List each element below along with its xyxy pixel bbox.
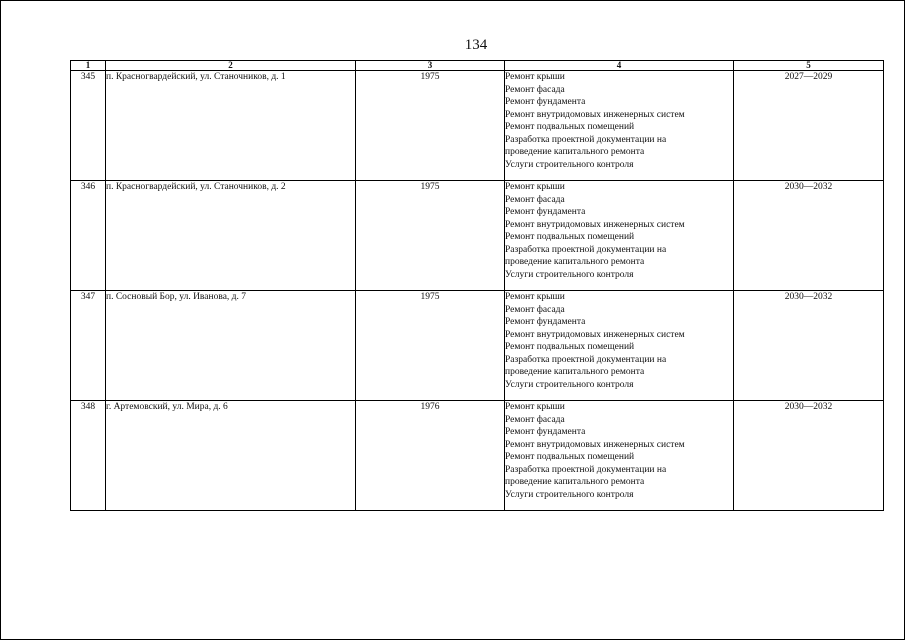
work-item: Ремонт подвальных помещений: [505, 232, 635, 242]
construction-year: 1976: [356, 401, 505, 511]
work-item: Ремонт внутридомовых инженерных систем: [505, 109, 685, 120]
column-header-5: 5: [734, 61, 884, 71]
work-item: Услуги строительного контроля: [505, 269, 634, 280]
table-row: [71, 181, 884, 291]
work-item: Услуги строительного контроля: [505, 379, 634, 390]
work-item: Ремонт крыши: [505, 72, 565, 82]
row-number: 345: [71, 71, 106, 181]
work-item: проведение капитального ремонта: [505, 477, 645, 487]
repair-period: 2030—2032: [734, 291, 884, 401]
work-item: Разработка проектной документации на: [505, 464, 667, 475]
work-item: Ремонт подвальных помещений: [505, 452, 635, 462]
work-item: Ремонт фундамента: [505, 427, 586, 437]
repair-period: 2027—2029: [734, 71, 884, 181]
column-header-2: 2: [106, 61, 356, 71]
work-item: Ремонт внутридомовых инженерных систем: [505, 219, 685, 230]
work-item: Ремонт крыши: [505, 402, 565, 412]
table-row: [71, 401, 884, 511]
column-header-1: 1: [71, 61, 106, 71]
table-header-row: [71, 61, 884, 71]
work-item: Услуги строительного контроля: [505, 489, 634, 500]
work-item: Ремонт крыши: [505, 292, 565, 302]
work-item: Ремонт внутридомовых инженерных систем: [505, 329, 685, 340]
row-number: 347: [71, 291, 106, 401]
column-header-4: 4: [505, 61, 734, 71]
work-item: Ремонт фундамента: [505, 97, 586, 107]
work-item: Ремонт подвальных помещений: [505, 342, 635, 352]
page-number: 134: [464, 37, 488, 53]
work-item: Разработка проектной документации на: [505, 354, 667, 365]
work-item: Услуги строительного контроля: [505, 159, 634, 170]
construction-year: 1975: [356, 71, 505, 181]
work-item: Ремонт фасада: [505, 84, 565, 95]
building-address: г. Артемовский, ул. Мира, д. 6: [106, 401, 356, 511]
repair-schedule-table: [70, 60, 884, 511]
work-item: проведение капитального ремонта: [505, 257, 645, 267]
work-item: Ремонт фундамента: [505, 317, 586, 327]
work-item: Ремонт фундамента: [505, 207, 586, 217]
column-header-3: 3: [356, 61, 505, 71]
work-item: Ремонт фасада: [505, 304, 565, 315]
building-address: п. Красногвардейский, ул. Станочников, д. 2: [106, 181, 356, 291]
table-row: [71, 71, 884, 181]
building-address: п. Красногвардейский, ул. Станочников, д. 1: [106, 71, 356, 181]
work-item: проведение капитального ремонта: [505, 147, 645, 157]
works-list: [505, 291, 734, 401]
works-list: [505, 181, 734, 291]
row-number: 348: [71, 401, 106, 511]
construction-year: 1975: [356, 181, 505, 291]
works-list: [505, 71, 734, 181]
work-item: Ремонт фасада: [505, 414, 565, 425]
work-item: Ремонт внутридомовых инженерных систем: [505, 439, 685, 450]
repair-period: 2030—2032: [734, 401, 884, 511]
works-list: [505, 401, 734, 511]
repair-period: 2030—2032: [734, 181, 884, 291]
work-item: Ремонт подвальных помещений: [505, 122, 635, 132]
work-item: Ремонт фасада: [505, 194, 565, 205]
work-item: проведение капитального ремонта: [505, 367, 645, 377]
row-number: 346: [71, 181, 106, 291]
work-item: Разработка проектной документации на: [505, 244, 667, 255]
building-address: п. Сосновый Бор, ул. Иванова, д. 7: [106, 291, 356, 401]
work-item: Разработка проектной документации на: [505, 134, 667, 145]
table-row: [71, 291, 884, 401]
construction-year: 1975: [356, 291, 505, 401]
work-item: Ремонт крыши: [505, 182, 565, 192]
